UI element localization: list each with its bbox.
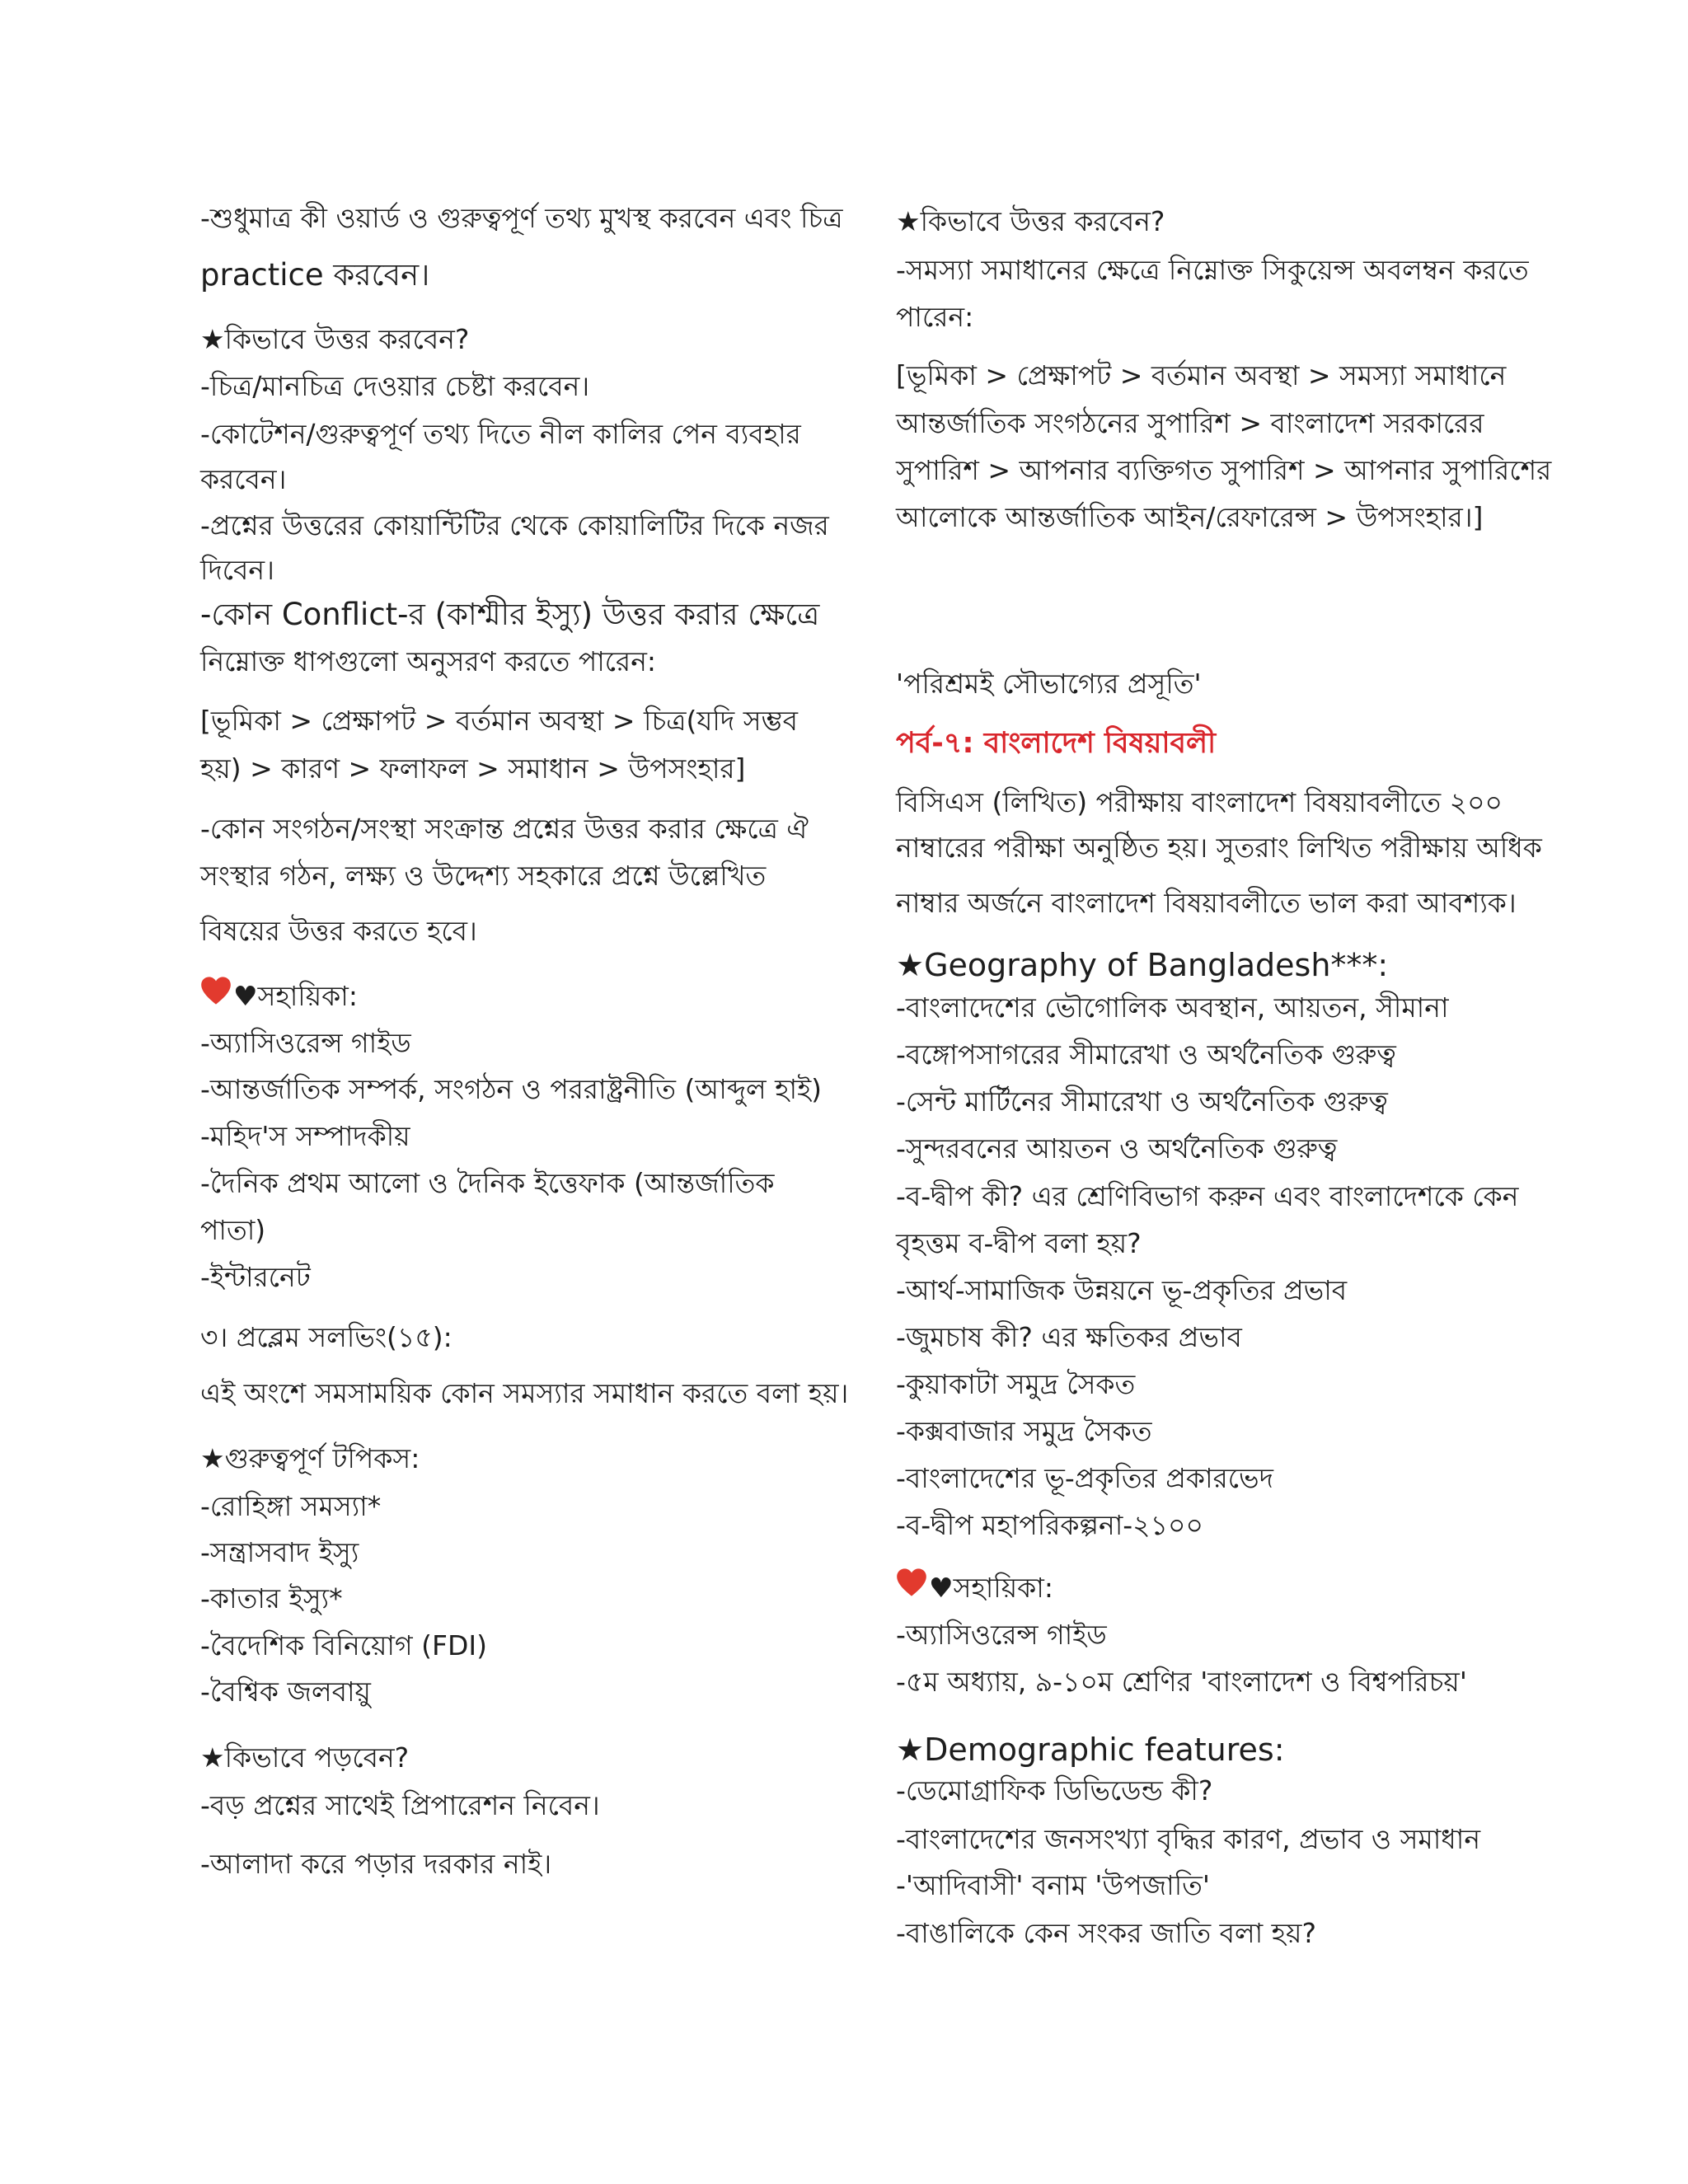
- text-line: -ব-দ্বীপ কী? এর শ্রেণিবিভাগ করুন এবং বাংলাদেশকে কেন: [896, 1180, 1519, 1212]
- text-line: -জুমচাষ কী? এর ক্ষতিকর প্রভাব: [896, 1321, 1242, 1353]
- section-heading: ♥সহায়িকা:: [233, 980, 358, 1012]
- text-line: -কোন সংগঠন/সংস্থা সংক্রান্ত প্রশ্নের উত্তর করার ক্ষেত্রে ঐ: [200, 813, 809, 845]
- text-line: -আন্তর্জাতিক সম্পর্ক, সংগঠন ও পররাষ্ট্রনীতি (আব্দুল হাই): [200, 1073, 823, 1105]
- text-line: আলোকে আন্তর্জাতিক আইন/রেফারেন্স > উপসংহার।]: [896, 501, 1484, 533]
- text-line: -বাংলাদেশের ভূ-প্রকৃতির প্রকারভেদ: [896, 1462, 1273, 1494]
- heart-icon: [200, 976, 232, 1005]
- section-heading: ♥সহায়িকা:: [929, 1572, 1053, 1604]
- motto: 'পরিশ্রমই সৌভাগ্যের প্রসূতি': [896, 668, 1202, 700]
- section-heading: ★কিভাবে উত্তর করবেন?: [200, 323, 470, 355]
- text-line: [ভূমিকা > প্রেক্ষাপট > বর্তমান অবস্থা > চিত্র(যদি সম্ভব: [200, 705, 798, 737]
- text-line: practice করবেন।: [200, 257, 430, 293]
- text-line: পাতা): [200, 1214, 266, 1246]
- text-line: -কক্সবাজার সমুদ্র সৈকত: [896, 1415, 1152, 1447]
- text-line: -ব-দ্বীপ মহাপরিকল্পনা-২১০০: [896, 1509, 1203, 1541]
- text-line: -দৈনিক প্রথম আলো ও দৈনিক ইত্তেফাক (আন্তর্জাতিক: [200, 1167, 775, 1199]
- text-line: বিসিএস (লিখিত) পরীক্ষায় বাংলাদেশ বিষয়াবলীতে ২০০: [896, 786, 1503, 818]
- text-line: -চিত্র/মানচিত্র দেওয়ার চেষ্টা করবেন।: [200, 370, 590, 402]
- section-heading: ★গুরুত্বপূর্ণ টপিকস:: [200, 1442, 420, 1474]
- text-line: নাম্বারের পরীক্ষা অনুষ্ঠিত হয়। সুতরাং লিখিত পরীক্ষায় অধিক: [896, 832, 1542, 864]
- text-line: পারেন:: [896, 301, 974, 333]
- text-line: নিম্নোক্ত ধাপগুলো অনুসরণ করতে পারেন:: [200, 645, 657, 677]
- text-line: করবেন।: [200, 463, 287, 495]
- text-line: -কোন Conflict-র (কাশ্মীর ইস্যু) উত্তর করার ক্ষেত্রে: [200, 597, 820, 632]
- text-line: -বৈদেশিক বিনিয়োগ (FDI): [200, 1629, 487, 1661]
- text-line: সংস্থার গঠন, লক্ষ্য ও উদ্দেশ্য সহকারে প্রশ্নে উল্লেখিত: [200, 860, 767, 892]
- text-line: -'আদিবাসী' বনাম 'উপজাতি': [896, 1869, 1210, 1901]
- text-line: -সন্ত্রাসবাদ ইস্যু: [200, 1536, 359, 1568]
- text-line: দিবেন।: [200, 554, 274, 586]
- text-line: -বঙ্গোপসাগরের সীমারেখা ও অর্থনৈতিক গুরুত্ব: [896, 1038, 1396, 1071]
- text-line: -বড় প্রশ্নের সাথেই প্রিপারেশন নিবেন।: [200, 1789, 600, 1821]
- text-line: -বাঙালিকে কেন সংকর জাতি বলা হয়?: [896, 1917, 1316, 1949]
- text-line: -বাংলাদেশের জনসংখ্যা বৃদ্ধির কারণ, প্রভাব ও সমাধান: [896, 1823, 1481, 1855]
- text-line: -প্রশ্নের উত্তরের কোয়ান্টিটির থেকে কোয়ালিটির দিকে নজর: [200, 509, 829, 541]
- text-line: -অ্যাসিওরেন্স গাইড: [200, 1027, 411, 1059]
- section-heading: ★Geography of Bangladesh***:: [896, 947, 1389, 983]
- text-line: -বৈশ্বিক জলবায়ু: [200, 1675, 371, 1708]
- text-line: -আলাদা করে পড়ার দরকার নাই।: [200, 1848, 552, 1880]
- text-line: [ভূমিকা > প্রেক্ষাপট > বর্তমান অবস্থা > সমস্যা সমাধানে: [896, 359, 1507, 391]
- section-heading: ★কিভাবে উত্তর করবেন?: [896, 205, 1165, 237]
- text-line: -ডেমোগ্রাফিক ডিভিডেন্ড কী?: [896, 1774, 1213, 1807]
- text-line: -ইন্টারনেট: [200, 1261, 311, 1293]
- text-line: -বাংলাদেশের ভৌগোলিক অবস্থান, আয়তন, সীমানা: [896, 991, 1449, 1024]
- text-line: এই অংশে সমসাময়িক কোন সমস্যার সমাধান করতে বলা হয়।: [200, 1377, 849, 1409]
- text-line: বিষয়ের উত্তর করতে হবে।: [200, 915, 477, 947]
- text-line: -আর্থ-সামাজিক উন্নয়নে ভূ-প্রকৃতির প্রভাব: [896, 1274, 1348, 1306]
- text-line: -মহিদ'স সম্পাদকীয়: [200, 1120, 410, 1152]
- text-line: নাম্বার অর্জনে বাংলাদেশ বিষয়াবলীতে ভাল করা আবশ্যক।: [896, 887, 1517, 919]
- text-line: -কুয়াকাটা সমুদ্র সৈকত: [896, 1368, 1136, 1400]
- section-heading: ★Demographic features:: [896, 1732, 1285, 1768]
- text-line: সুপারিশ > আপনার ব্যক্তিগত সুপারিশ > আপনার সুপারিশের: [896, 454, 1552, 486]
- text-line: -অ্যাসিওরেন্স গাইড: [896, 1619, 1107, 1651]
- text-line: আন্তর্জাতিক সংগঠনের সুপারিশ > বাংলাদেশ সরকারের: [896, 407, 1484, 439]
- text-line: -সমস্যা সমাধানের ক্ষেত্রে নিম্নোক্ত সিকুয়েন্স অবলম্বন করতে: [896, 254, 1529, 286]
- text-line: -কাতার ইস্যু*: [200, 1582, 343, 1615]
- text-line: -কোটেশন/গুরুত্বপূর্ণ তথ্য দিতে নীল কালির পেন ব্যবহার: [200, 418, 801, 450]
- text-line: -রোহিঙ্গা সমস্যা*: [200, 1490, 382, 1522]
- text-line: -সুন্দরবনের আয়তন ও অর্থনৈতিক গুরুত্ব: [896, 1132, 1338, 1165]
- chapter-title: পর্ব-৭: বাংলাদেশ বিষয়াবলী: [896, 727, 1217, 760]
- text-line: বৃহত্তম ব-দ্বীপ বলা হয়?: [896, 1227, 1142, 1259]
- text-line: হয়) > কারণ > ফলাফল > সমাধান > উপসংহার]: [200, 752, 746, 785]
- text-line: -শুধুমাত্র কী ওয়ার্ড ও গুরুত্বপূর্ণ তথ্য মুখস্থ করবেন এবং চিত্র: [200, 202, 843, 234]
- text-line: -সেন্ট মার্টিনের সীমারেখা ও অর্থনৈতিক গুরুত্ব: [896, 1085, 1388, 1118]
- text-line: -৫ম অধ্যায়, ৯-১০ম শ্রেণির 'বাংলাদেশ ও বিশ্বপরিচয়': [896, 1666, 1467, 1698]
- heart-icon: [896, 1568, 927, 1597]
- section-heading: ★কিভাবে পড়বেন?: [200, 1741, 410, 1774]
- section-heading: ৩। প্রব্লেম সলভিং(১৫):: [200, 1321, 452, 1353]
